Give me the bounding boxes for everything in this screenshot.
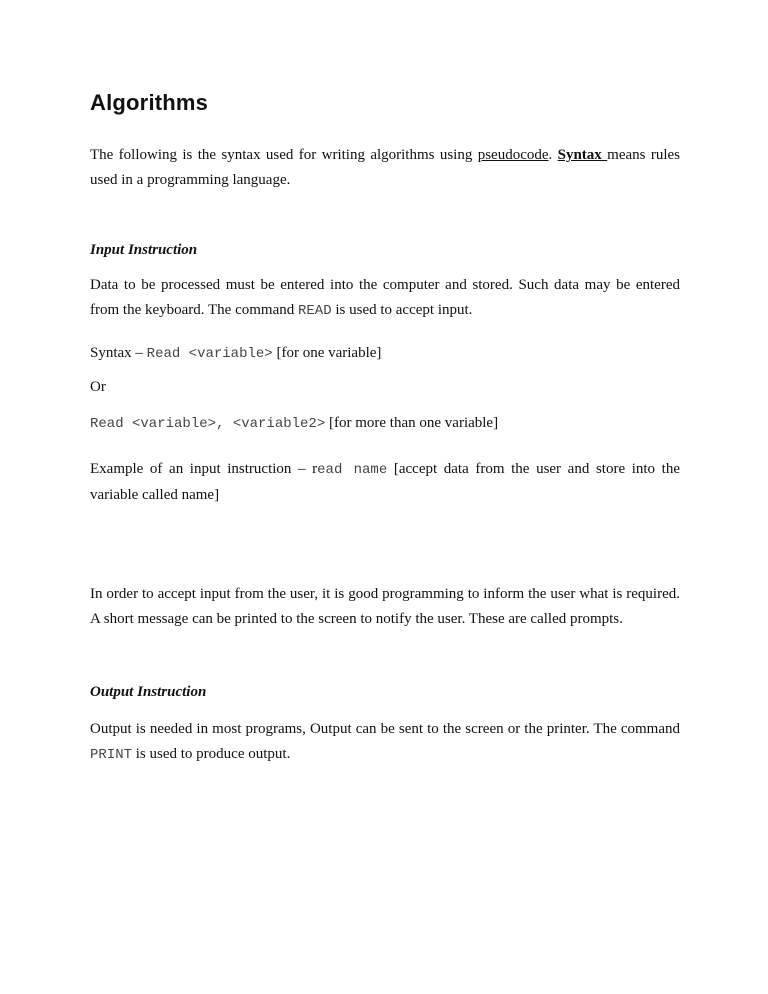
page-title: Algorithms <box>90 90 209 115</box>
prompt-paragraph: In order to accept input from the user, it is good programming to inform the user what is required. A short message can be printed to the screen to notify the user. These are called prompts. <box>90 586 680 627</box>
output-instruction-heading: Output Instruction <box>90 684 207 700</box>
intro-text-3: means rules used in a programming language. <box>90 147 681 188</box>
read-command: READ <box>298 303 332 319</box>
syntax-term: Syntax <box>557 147 608 163</box>
input-paragraph-text: Data to be processed must be entered into the computer and stored. Such data may be entered from the keyboard. The command <box>90 277 680 318</box>
output-paragraph-text: Output is needed in most programs, Output can be sent to the screen or the printer. The command <box>90 721 680 737</box>
output-paragraph-end: is used to produce output. <box>132 746 291 762</box>
input-paragraph <box>90 273 680 324</box>
example-note: [accept data from the user and store into the variable called name] <box>90 461 680 503</box>
example-label: Example of an input instruction – r <box>90 461 318 477</box>
syntax-code-multiple: Read <variable>, <variable2> <box>90 416 326 432</box>
syntax-code-single: Read <variable> <box>146 346 273 362</box>
output-paragraph <box>90 717 680 768</box>
syntax-label: Syntax – <box>90 345 147 361</box>
print-command: PRINT <box>90 747 133 763</box>
example-paragraph <box>90 457 680 508</box>
syntax-note-single: [for one variable] <box>272 345 382 361</box>
input-instruction-heading: Input Instruction <box>90 242 198 258</box>
intro-text-2: . <box>548 147 558 163</box>
example-code: ead name <box>317 462 388 478</box>
pseudocode-term: pseudocode <box>477 147 549 163</box>
or-text: Or <box>90 379 106 395</box>
syntax-line-single <box>90 341 381 367</box>
intro-paragraph <box>90 143 680 193</box>
syntax-note-multiple: [for more than one variable] <box>325 415 499 431</box>
input-paragraph-end: is used to accept input. <box>331 302 473 318</box>
intro-text-1: The following is the syntax used for writing algorithms using <box>90 147 478 163</box>
syntax-line-multiple <box>90 411 498 437</box>
